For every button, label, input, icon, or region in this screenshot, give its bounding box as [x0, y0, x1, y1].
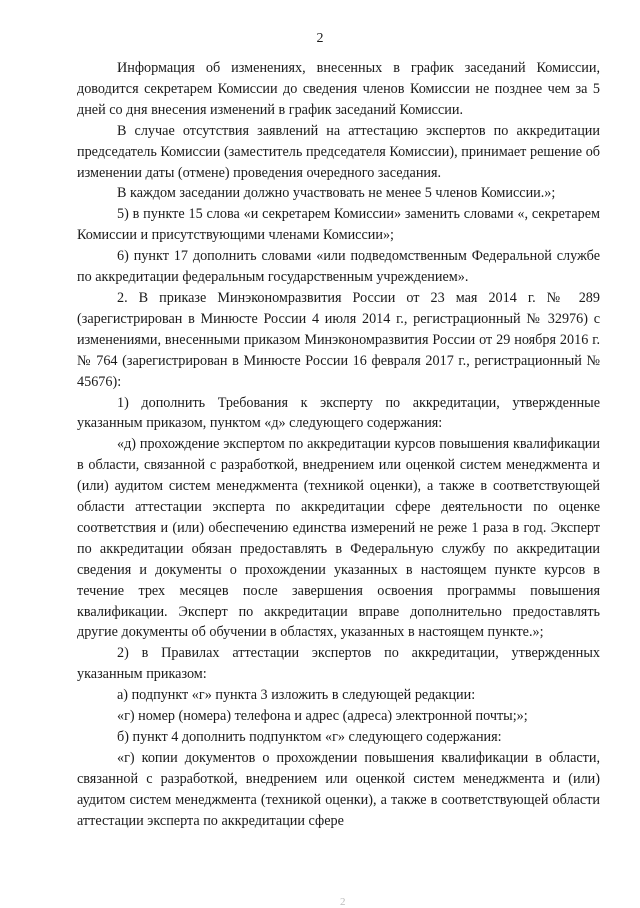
paragraph-order-289: 2. В приказе Минэкономразвития России от 23 мая 2014 г. № 289 (зарегистрирован в Минюсте России 4 июля 2014 г., регистрационный № 32976) с изменениями, внесенными приказом Минэкономразвития России от 29 ноября 2016 г. № 764 (зарегистрирован в Минюсте России 16 февраля 2017 г., регистрационный № 45676): — [77, 289, 600, 390]
paragraph-item-6: 6) пункт 17 дополнить словами «или подведомственным Федеральной службе по аккредитации федеральным государственным учреждением». — [77, 248, 600, 286]
paragraph-attestation-rules: 2) в Правилах аттестации экспертов по аккредитации, утвержденных указанным приказом: — [77, 645, 600, 683]
paragraph-quote-g: «г) номер (номера) телефона и адрес (адреса) электронной почты;»; — [117, 708, 528, 725]
paragraph-quote-d: «д) прохождение экспертом по аккредитации курсов повышения квалификации в области, связанной с разработкой, внедрением или оценкой систем менеджмента и (или) аудитом систем менеджмента (техникой оценки), а также в соответствующей области аттестации эксперта по аккредитации сфере деятельности по оценке соответствия и (или) обеспечению единства измерений не реже 1 раза в год. Эксперт по аккредитации обязан предоставлять в Федеральную службу по аккредитации сведения и документы о прохождении указанных в настоящем пункте курсов в течение трех месяцев после завершения освоения программы повышения квалификации. Эксперт по аккредитации вправе дополнительно предоставлять другие документы об обучении в областях, указанных в настоящем пункте.»; — [77, 436, 600, 641]
scan-mark: 2 — [340, 896, 346, 908]
paragraph-no-applications: В случае отсутствия заявлений на аттестацию экспертов по аккредитации председатель Комиссии (заместитель председателя Комиссии), принимает решение об изменении даты (отмене) проведения очередного заседания. — [77, 122, 600, 181]
paragraph-quorum: В каждом заседании должно участвовать не менее 5 членов Комиссии.»; — [117, 185, 556, 202]
document-body — [77, 58, 600, 832]
paragraph-item-5: 5) в пункте 15 слова «и секретарем Комиссии» заменить словами «, секретарем Комиссии и присутствующими членами Комиссии»; — [77, 206, 600, 244]
paragraph-subitem-b: б) пункт 4 дополнить подпунктом «г» следующего содержания: — [117, 729, 502, 745]
paragraph-quote-g-copies: «г) копии документов о прохождении повышения квалификации в области, связанной с разработкой, внедрением или оценкой систем менеджмента и (или) аудитом систем менеджмента (техникой оценки), а также в соответствующей области аттестации эксперта по аккредитации сфере — [77, 749, 600, 829]
paragraph-requirements-d: 1) дополнить Требования к эксперту по аккредитации, утвержденные указанным приказом, пунктом «д» следующего содержания: — [77, 394, 600, 432]
paragraph-schedule-changes: Информация об изменениях, внесенных в график заседаний Комиссии, доводится секретарем Комиссии до сведения членов Комиссии не позднее чем за 5 дней со дня внесения изменений в график заседаний Комиссии. — [77, 60, 600, 118]
page-number: 2 — [316, 31, 324, 46]
paragraph-subitem-a: а) подпункт «г» пункта 3 изложить в следующей редакции: — [117, 687, 476, 704]
